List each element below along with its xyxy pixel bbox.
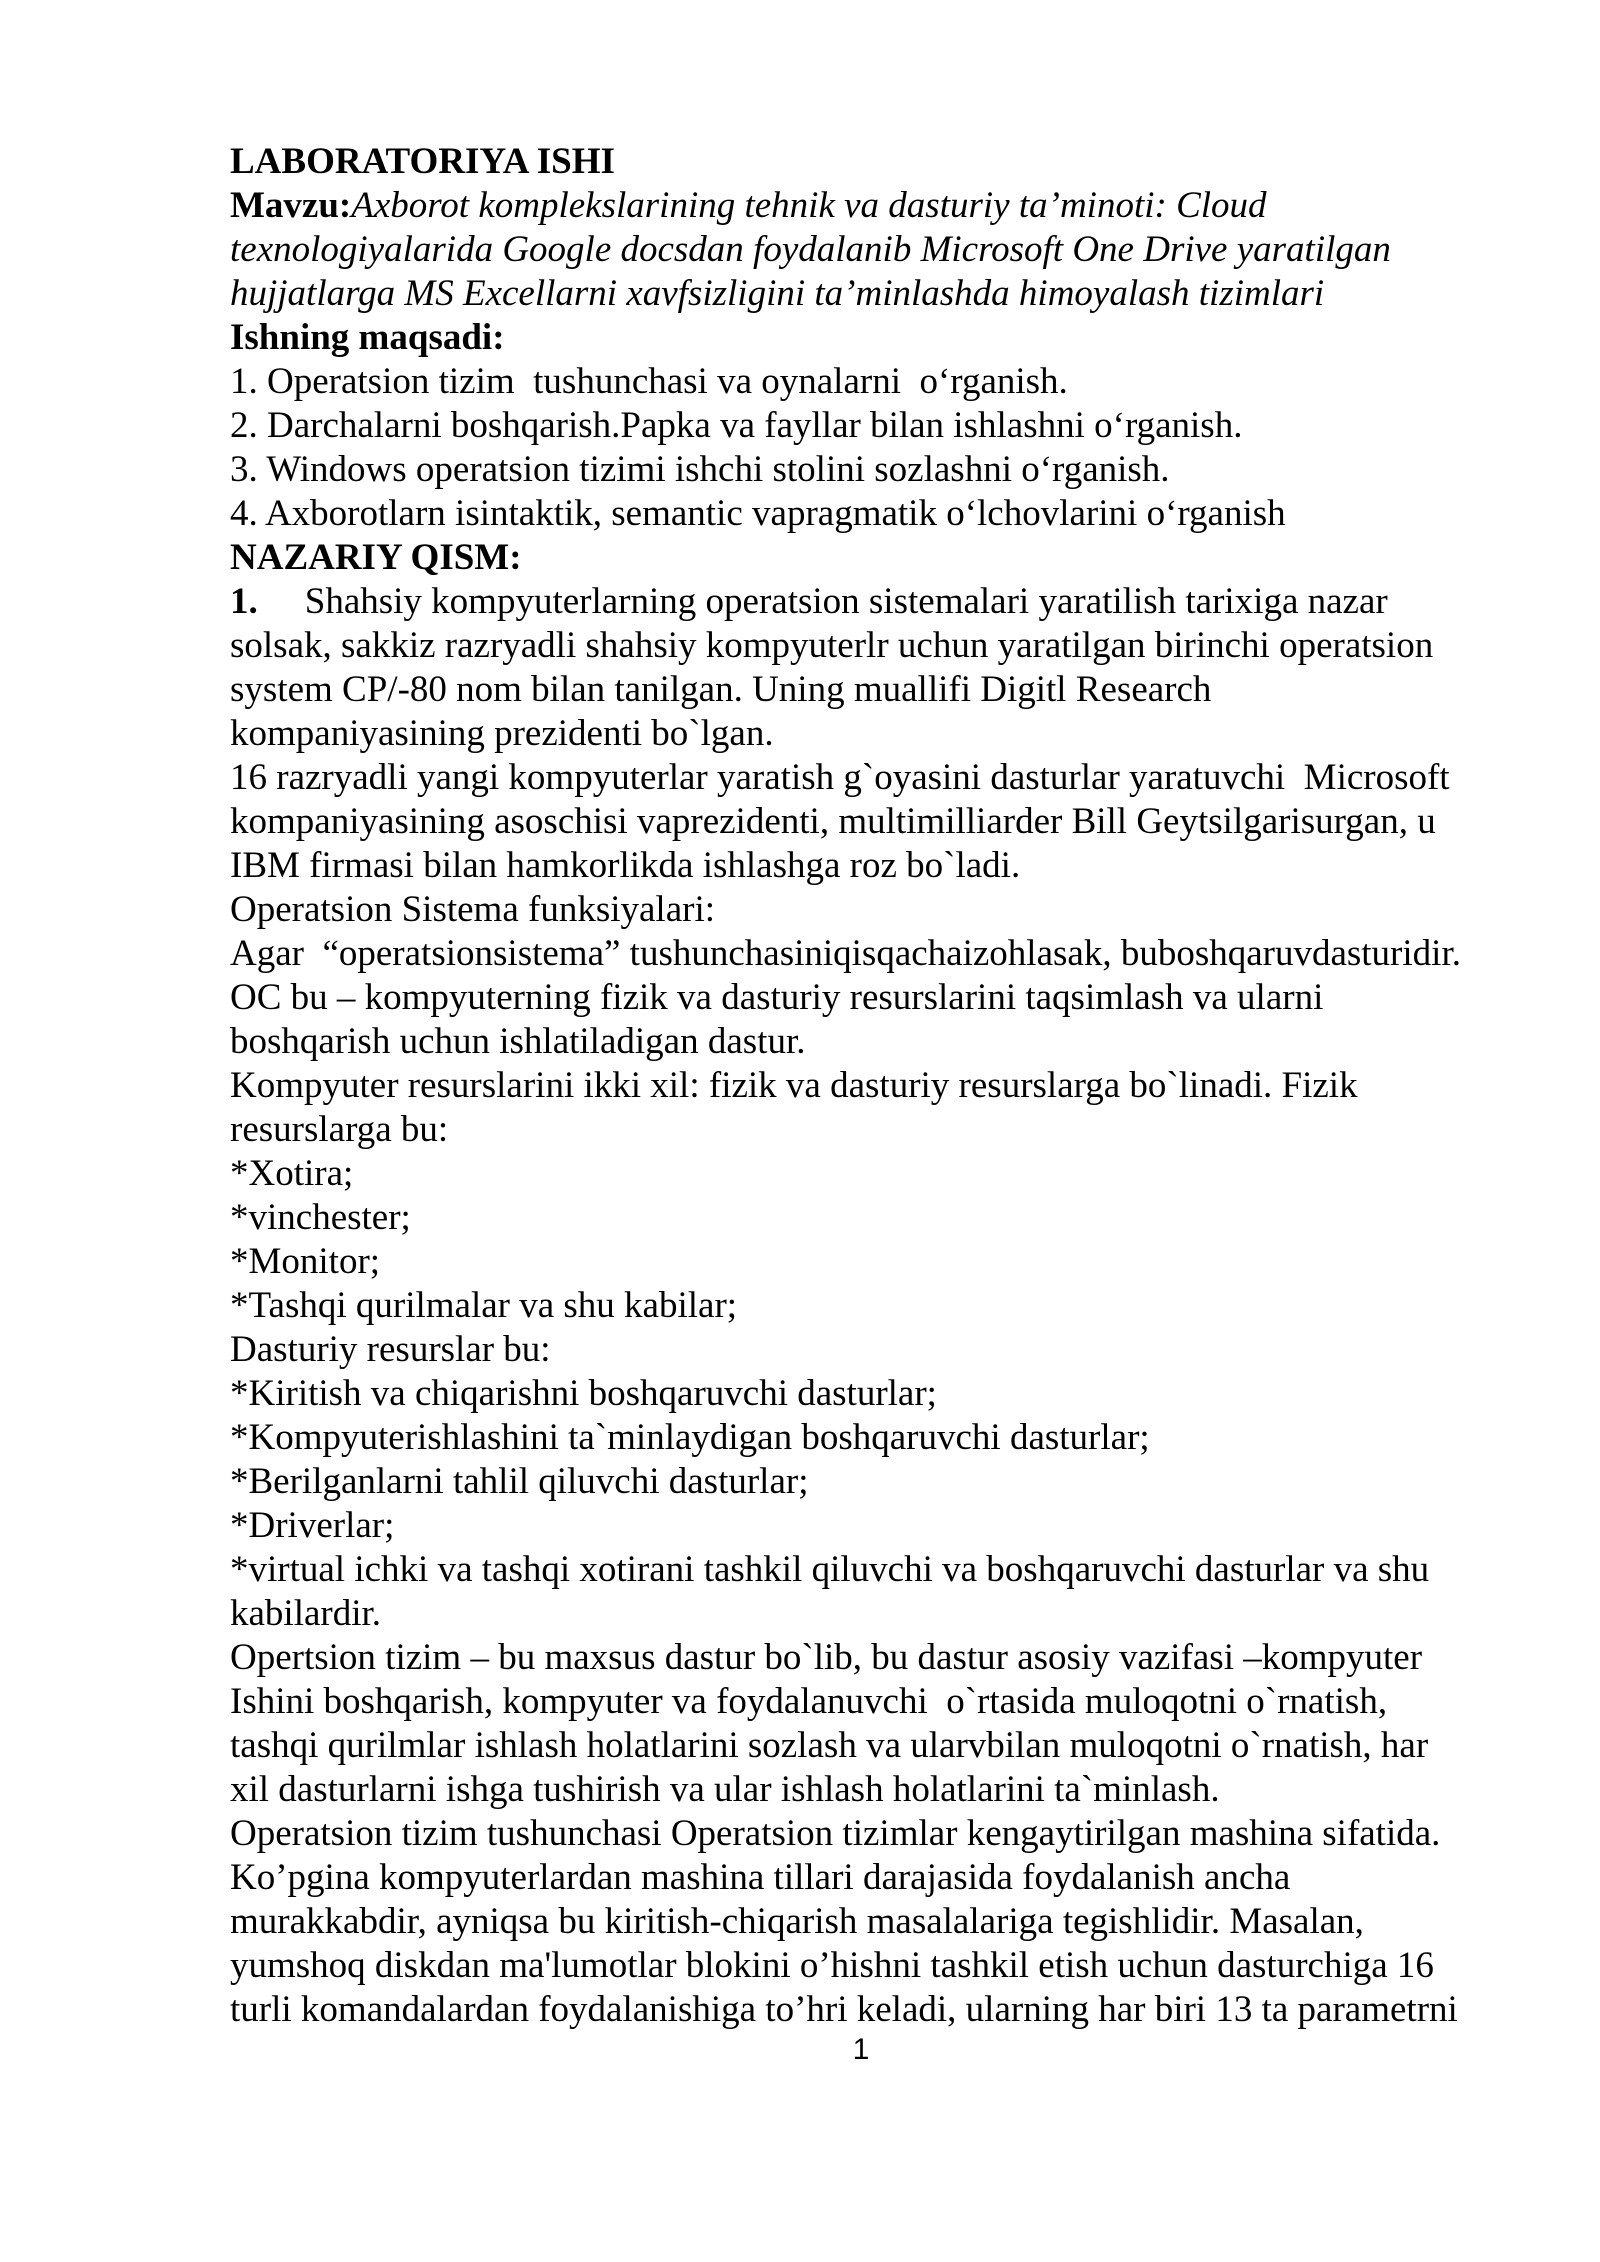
text-run: xil dasturlarni ishga tushirish va ular ishlash holatlarini ta`minlash. <box>230 1769 1220 1810</box>
text-line <box>230 756 1492 800</box>
text-line <box>230 536 1492 580</box>
text-run: yumshoq diskdan ma'lumotlar blokini o’hishni tashkil etish uchun dasturchiga 16 <box>230 1945 1434 1986</box>
text-line <box>230 1108 1492 1152</box>
text-run: *Berilganlarni tahlil qiluvchi dasturlar; <box>230 1461 809 1502</box>
text-line <box>230 1504 1492 1548</box>
text-run: 1. Operatsion tizim tushunchasi va oynalarni o‘rganish. <box>230 361 1068 402</box>
text-line <box>230 1592 1492 1636</box>
text-run: 16 razryadli yangi kompyuterlar yaratish g`oyasini dasturlar yaratuvchi Microsoft <box>230 757 1450 798</box>
text-run: Axborot komplekslarining tehnik va dasturiy ta’minoti: Cloud <box>351 185 1267 226</box>
text-line <box>230 1460 1492 1504</box>
text-run: tashqi qurilmlar ishlash holatlarini sozlash va ularvbilan muloqotni o`rnatish, har <box>230 1725 1429 1766</box>
text-line <box>230 932 1492 976</box>
text-run: 4. Axborotlarn isintaktik, semantic vapragmatik o‘lchovlarini o‘rganish <box>230 493 1286 534</box>
text-line <box>230 1548 1492 1592</box>
text-line <box>230 1284 1492 1328</box>
page-footer <box>230 2034 1492 2066</box>
text-run: IBM firmasi bilan hamkorlikda ishlashga roz bo`ladi. <box>230 845 1021 886</box>
text-line <box>230 1724 1492 1768</box>
text-run: murakkabdir, ayniqsa bu kiritish-chiqarish masalalariga tegishlidir. Masalan, <box>230 1901 1364 1942</box>
text-line <box>230 272 1492 316</box>
text-line <box>230 1020 1492 1064</box>
text-line <box>230 1988 1492 2032</box>
text-line <box>230 844 1492 888</box>
text-run: *Tashqi qurilmalar va shu kabilar; <box>230 1285 738 1326</box>
text-line <box>230 1812 1492 1856</box>
text-line <box>230 360 1492 404</box>
text-run: *Kiritish va chiqarishni boshqaruvchi dasturlar; <box>230 1373 937 1414</box>
text-run: *Monitor; <box>230 1241 381 1282</box>
text-run: LABORATORIYA ISHI <box>230 141 615 182</box>
text-run: 1. <box>230 581 258 622</box>
text-line <box>230 448 1492 492</box>
text-line <box>230 976 1492 1020</box>
text-line <box>230 492 1492 536</box>
text-line <box>230 184 1492 228</box>
text-run: Kompyuter resurslarini ikki xil: fizik va dasturiy resurslarga bo`linadi. Fizik <box>230 1065 1358 1106</box>
text-run: *vinchester; <box>230 1197 411 1238</box>
text-run: Operatsion tizim tushunchasi Operatsion tizimlar kengaytirilgan mashina sifatida. <box>230 1813 1441 1854</box>
text-run: 2. Darchalarni boshqarish.Papka va fayllar bilan ishlashni o‘rganish. <box>230 405 1243 446</box>
text-run: Opertsion tizim – bu maxsus dastur bo`lib, bu dastur asosiy vazifasi –kompyuter <box>230 1637 1423 1678</box>
text-line <box>230 1196 1492 1240</box>
text-line <box>230 404 1492 448</box>
text-line <box>230 1636 1492 1680</box>
text-line <box>230 1680 1492 1724</box>
text-line <box>230 1900 1492 1944</box>
text-line <box>230 1372 1492 1416</box>
text-line <box>230 1416 1492 1460</box>
document-body <box>230 140 1492 2032</box>
text-line <box>230 800 1492 844</box>
text-line <box>230 1328 1492 1372</box>
text-run: system CP/-80 nom bilan tanilgan. Uning muallifi Digitl Research <box>230 669 1212 710</box>
text-line <box>230 140 1492 184</box>
text-run: kabilardir. <box>230 1593 382 1634</box>
text-run: Shahsiy kompyuterlarning operatsion sistemalari yaratilish tarixiga nazar <box>304 581 1388 622</box>
text-run: kompaniyasining asoschisi vaprezidenti, multimilliarder Bill Geytsilgarisurgan, u <box>230 801 1436 842</box>
text-run: resurslarga bu: <box>230 1109 449 1150</box>
text-run: Agar “operatsionsistema” tushunchasiniqisqachaizohlasak, buboshqaruvdasturidir. <box>230 933 1461 974</box>
text-line <box>230 668 1492 712</box>
page-number: 1 <box>852 2033 870 2066</box>
text-run: hujjatlarga MS Excellarni xavfsizligini ta’minlashda himoyalash tizimlari <box>230 273 1325 314</box>
text-line <box>230 1768 1492 1812</box>
text-line <box>230 888 1492 932</box>
text-run: Dasturiy resurslar bu: <box>230 1329 551 1370</box>
text-run: *Xotira; <box>230 1153 354 1194</box>
text-line <box>230 1856 1492 1900</box>
text-line <box>230 1240 1492 1284</box>
text-run: *virtual ichki va tashqi xotirani tashkil qiluvchi va boshqaruvchi dasturlar va shu <box>230 1549 1430 1590</box>
text-run: *Driverlar; <box>230 1505 395 1546</box>
text-line <box>230 228 1492 272</box>
text-run: kompaniyasining prezidenti bo`lgan. <box>230 713 774 754</box>
text-line <box>230 1152 1492 1196</box>
text-run: texnologiyalarida Google docsdan foydalanib Microsoft One Drive yaratilgan <box>230 229 1391 270</box>
text-run: Operatsion Sistema funksiyalari: <box>230 889 716 930</box>
text-run: 3. Windows operatsion tizimi ishchi stolini sozlashni o‘rganish. <box>230 449 1170 490</box>
text-line <box>230 316 1492 360</box>
text-run: turli komandalardan foydalanishiga to’hri keladi, ularning har biri 13 ta parametrni <box>230 1989 1458 2030</box>
text-line <box>230 580 1492 624</box>
text-line <box>230 712 1492 756</box>
text-run: Ko’pgina kompyuterlardan mashina tillari darajasida foydalanish ancha <box>230 1857 1291 1898</box>
text-line <box>230 624 1492 668</box>
text-run: Mavzu: <box>230 185 352 226</box>
text-run: boshqarish uchun ishlatiladigan dastur. <box>230 1021 806 1062</box>
text-line <box>230 1944 1492 1988</box>
text-run: NAZARIY QISM: <box>230 537 522 578</box>
text-run: Ishini boshqarish, kompyuter va foydalanuvchi o`rtasida muloqotni o`rnatish, <box>230 1681 1388 1722</box>
text-run: solsak, sakkiz razryadli shahsiy kompyuterlr uchun yaratilgan birinchi operatsion <box>230 625 1434 666</box>
text-run: *Kompyuterishlashini ta`minlaydigan boshqaruvchi dasturlar; <box>230 1417 1150 1458</box>
text-run: OC bu – kompyuterning fizik va dasturiy resurslarini taqsimlash va ularni <box>230 977 1324 1018</box>
text-run: Ishning maqsadi: <box>230 317 505 358</box>
text-line <box>230 1064 1492 1108</box>
